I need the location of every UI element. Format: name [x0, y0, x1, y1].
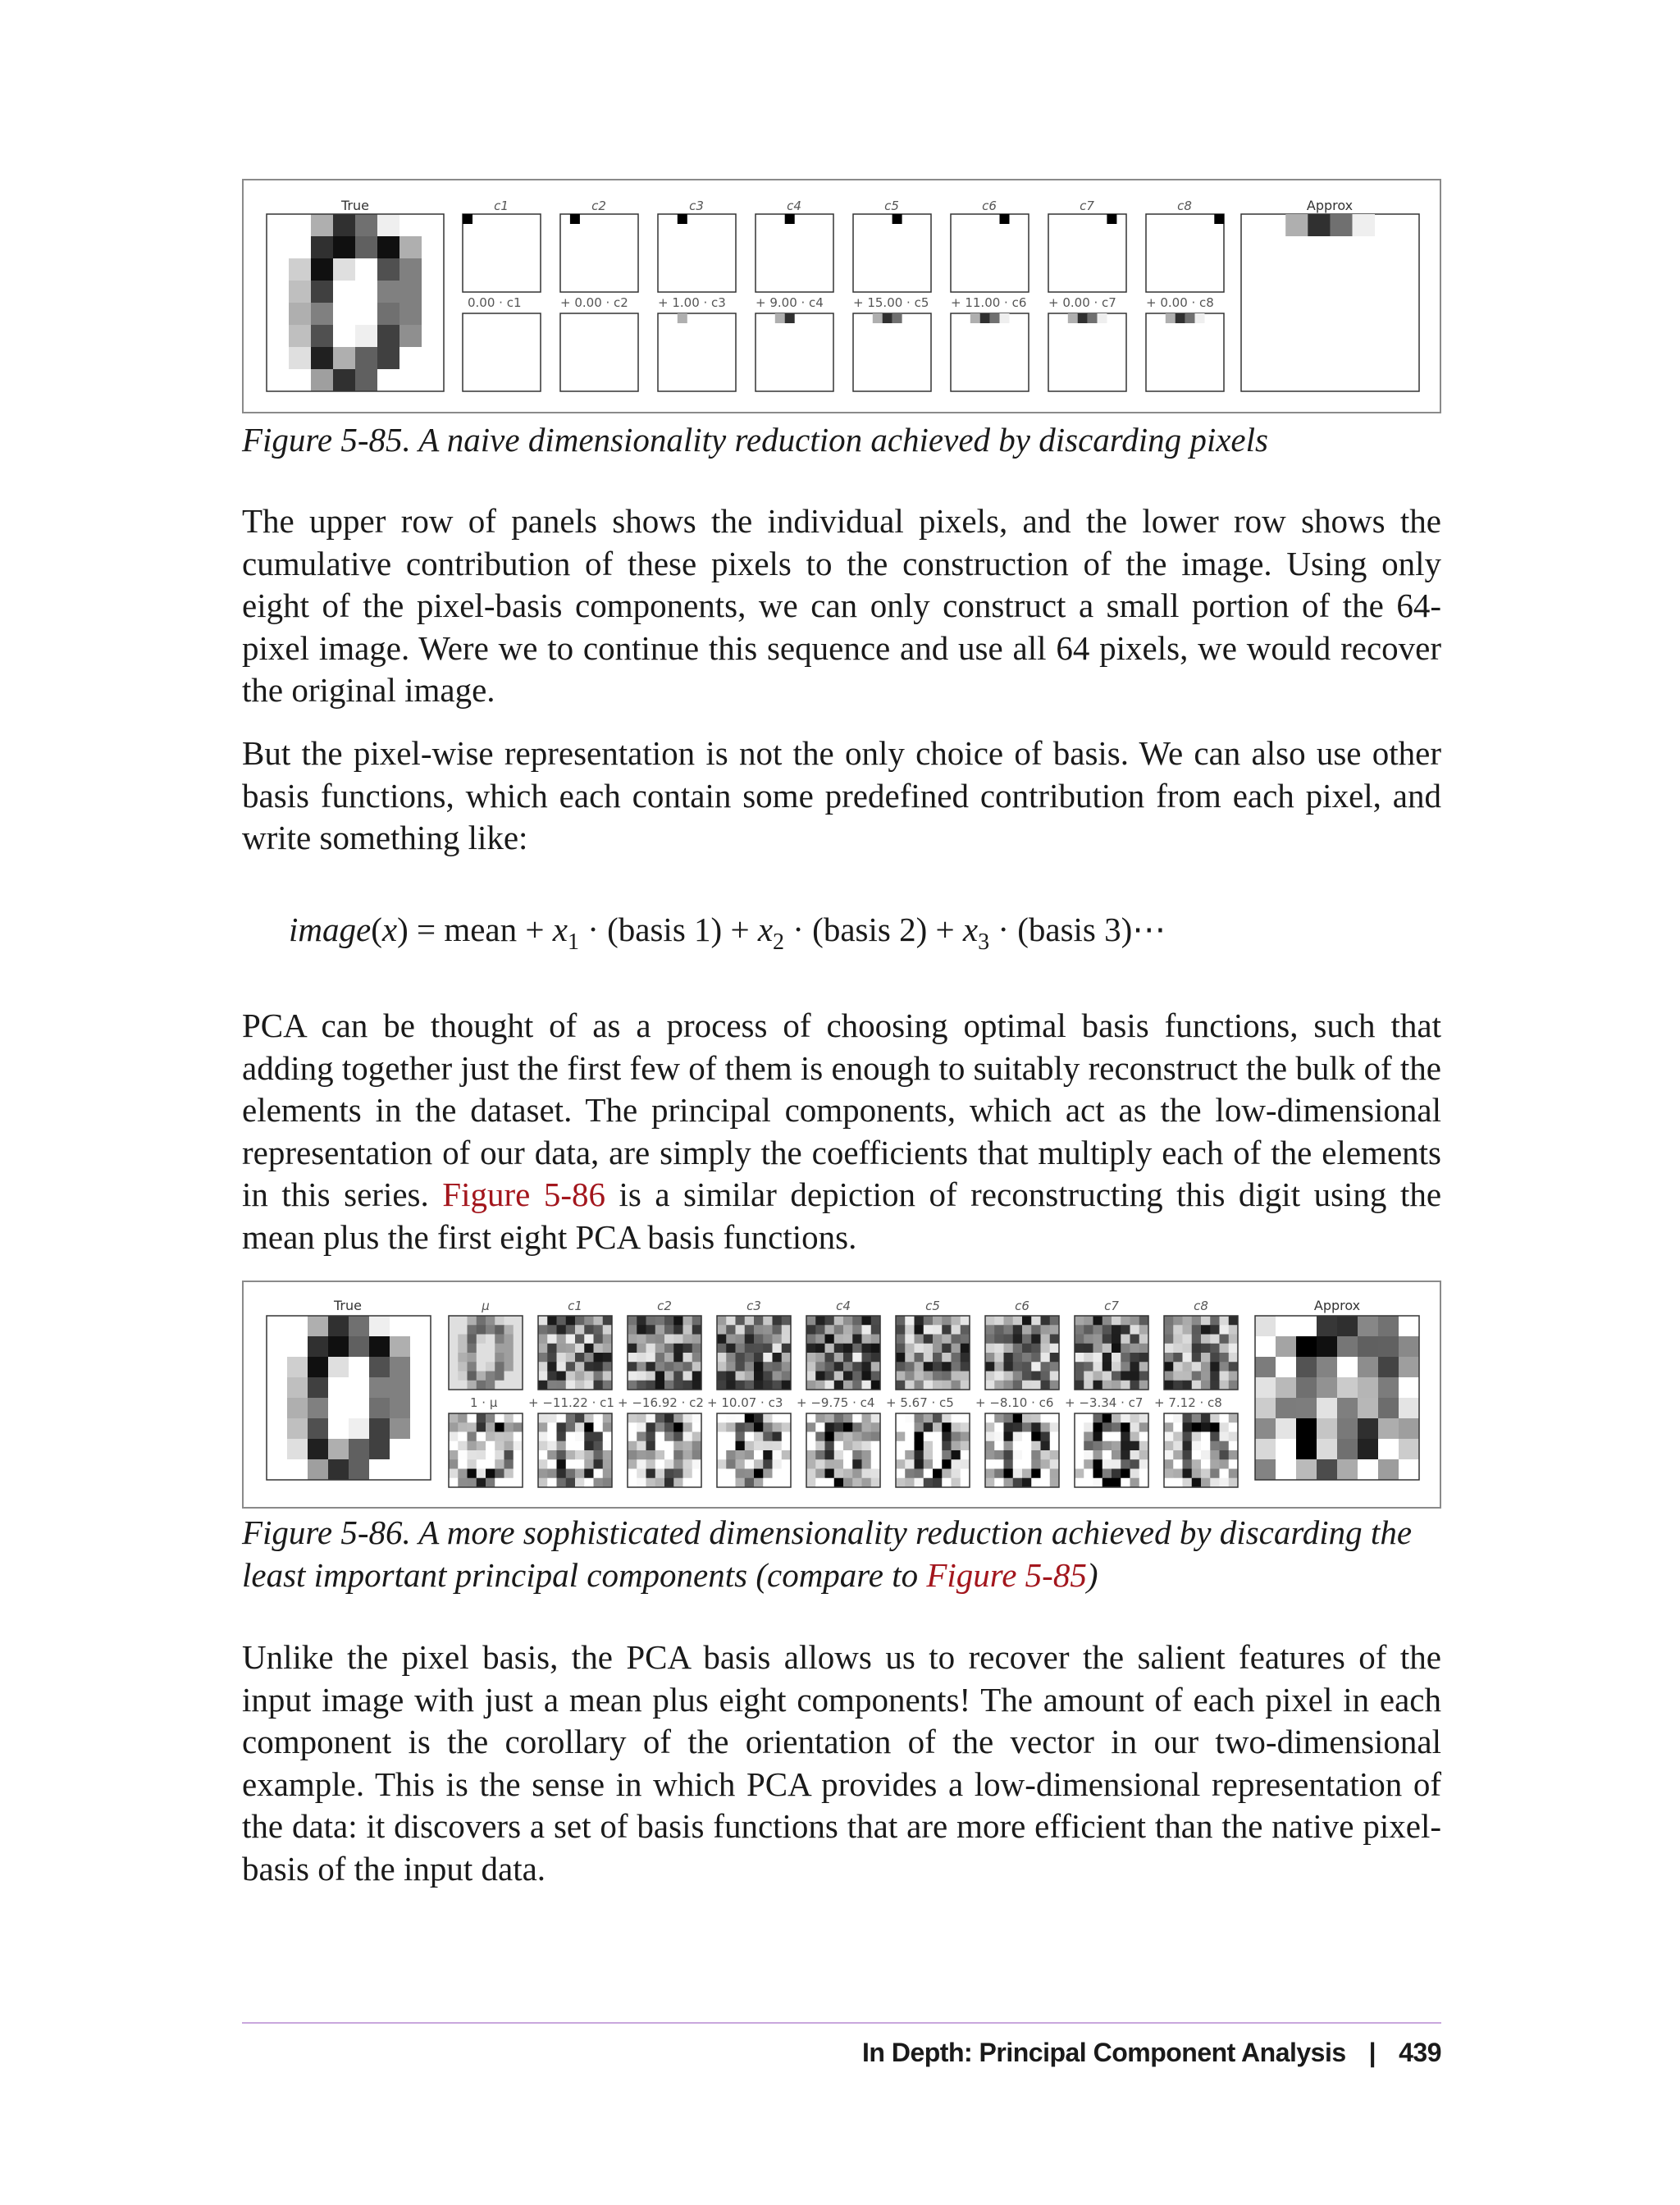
- basis-equation: image(x) = mean + $x_1$ · (basis $1) + x_2$ · (basis $2) + x_3$ · (basis 3)⋯: [289, 911, 1166, 955]
- paragraph-4: Unlike the pixel basis, the PCA basis allows us to recover the salient features of the input image with just a mean plus eight components! The amount of each pixel in each component is the corollary of the orientation of the vector in our two-dimensional example. This is the sense in which PCA provides a low-dimensional representation of the data: it discovers a set of basis functions that are more efficient than the native pixel-basis of the input data.: [242, 1638, 1441, 1888]
- coefficient-label: + 0.00 · c8: [1146, 295, 1214, 310]
- figure-5-86: [242, 1281, 1441, 1509]
- component-label: c4: [787, 199, 801, 213]
- footer-separator: |: [1368, 2038, 1376, 2067]
- coefficient-label: 0.00 · c1: [468, 295, 522, 310]
- figure-5-86-caption: Figure 5-86. A more sophisticated dimensionality reduction achieved by discarding the least important principal components (compare to Figure 5-85): [242, 1513, 1413, 1594]
- coefficient-label: + −11.22 · c1: [528, 1395, 614, 1410]
- footer-rule: [242, 2022, 1441, 2024]
- figure-5-85-panels: [244, 180, 1440, 412]
- component-label: c8: [1177, 199, 1192, 213]
- label-true: True: [334, 1298, 362, 1313]
- true-digit-panel: [267, 214, 445, 392]
- approx-panel: [1241, 214, 1419, 391]
- true-digit-panel: [267, 1316, 431, 1481]
- footer-section-title: In Depth: Principal Component Analysis: [862, 2038, 1346, 2067]
- figure-5-85-caption: Figure 5-85. A naive dimensionality reduction achieved by discarding pixels: [242, 421, 1268, 459]
- figure-5-85: [242, 179, 1441, 413]
- paragraph-3: PCA can be thought of as a process of choosing optimal basis functions, such that adding together just the first few of them is enough to suitably reconstruct the bulk of the elements in the dataset. The principal components, which act as the low-dimensional representation of our data, are simply the coefficients that multiply each of the elements in this series. Figure 5-86 is a similar depiction of reconstructing this digit using the mean plus the first eight PCA basis functions.: [242, 1007, 1442, 1256]
- approx-pixels: [1285, 214, 1375, 236]
- coefficient-label: + 9.00 · c4: [756, 295, 824, 310]
- coefficient-label: + 5.67 · c5: [886, 1395, 954, 1410]
- component-label: c7: [1080, 199, 1094, 213]
- coefficient-label: + 0.00 · c2: [560, 295, 628, 310]
- page-footer: [862, 2036, 1441, 2069]
- component-label: c3: [689, 199, 704, 213]
- paragraph-1: The upper row of panels shows the individual pixels, and the lower row shows the cumulative contribution of these pixels to the construction of the image. Using only eight of the pixel-basis components, we can only construct a small portion of the 64-pixel image. Were we to continue this sequence and use all 64 pixels, we would recover the original image.: [242, 502, 1441, 709]
- coefficient-label: + 1.00 · c3: [658, 295, 726, 310]
- figure-5-85-link[interactable]: Figure 5-85: [926, 1556, 1087, 1594]
- coefficient-label: + −8.10 · c6: [975, 1395, 1054, 1410]
- component-label: c2: [657, 1299, 672, 1313]
- coefficient-label: + −3.34 · c7: [1065, 1395, 1144, 1410]
- label-approx: Approx: [1313, 1298, 1361, 1313]
- component-label: c4: [836, 1299, 851, 1313]
- component-label: μ: [482, 1299, 490, 1313]
- component-label: c6: [982, 199, 997, 213]
- figure-5-86-link[interactable]: Figure 5-86: [442, 1176, 605, 1213]
- coefficient-label: + 0.00 · c7: [1048, 295, 1116, 310]
- component-label: c2: [591, 199, 606, 213]
- component-label: c1: [568, 1299, 582, 1313]
- coefficient-label: 1 · μ: [470, 1395, 498, 1410]
- coefficient-label: + 15.00 · c5: [853, 295, 929, 310]
- component-label: c8: [1194, 1299, 1208, 1313]
- coefficient-label: + 7.12 · c8: [1154, 1395, 1222, 1410]
- label-approx: Approx: [1306, 198, 1354, 213]
- component-label: c5: [925, 1299, 940, 1313]
- component-label: c3: [746, 1299, 761, 1313]
- approx-panel: [1255, 1316, 1420, 1481]
- coefficient-label: + 10.07 · c3: [707, 1395, 783, 1410]
- coefficient-label: + −9.75 · c4: [797, 1395, 875, 1410]
- label-true: True: [341, 198, 369, 213]
- component-label: c5: [884, 199, 899, 213]
- component-label: c6: [1015, 1299, 1029, 1313]
- coefficient-label: + −16.92 · c2: [618, 1395, 704, 1410]
- component-label: c1: [494, 199, 509, 213]
- coefficient-label: + 11.00 · c6: [951, 295, 1027, 310]
- page-number: 439: [1399, 2038, 1441, 2067]
- figure-5-86-panels: [244, 1282, 1440, 1507]
- component-label: c7: [1104, 1299, 1119, 1313]
- paragraph-2: But the pixel-wise representation is not the only choice of basis. We can also use other basis functions, which each contain some predefined contribution from each pixel, and write something like:: [242, 734, 1441, 856]
